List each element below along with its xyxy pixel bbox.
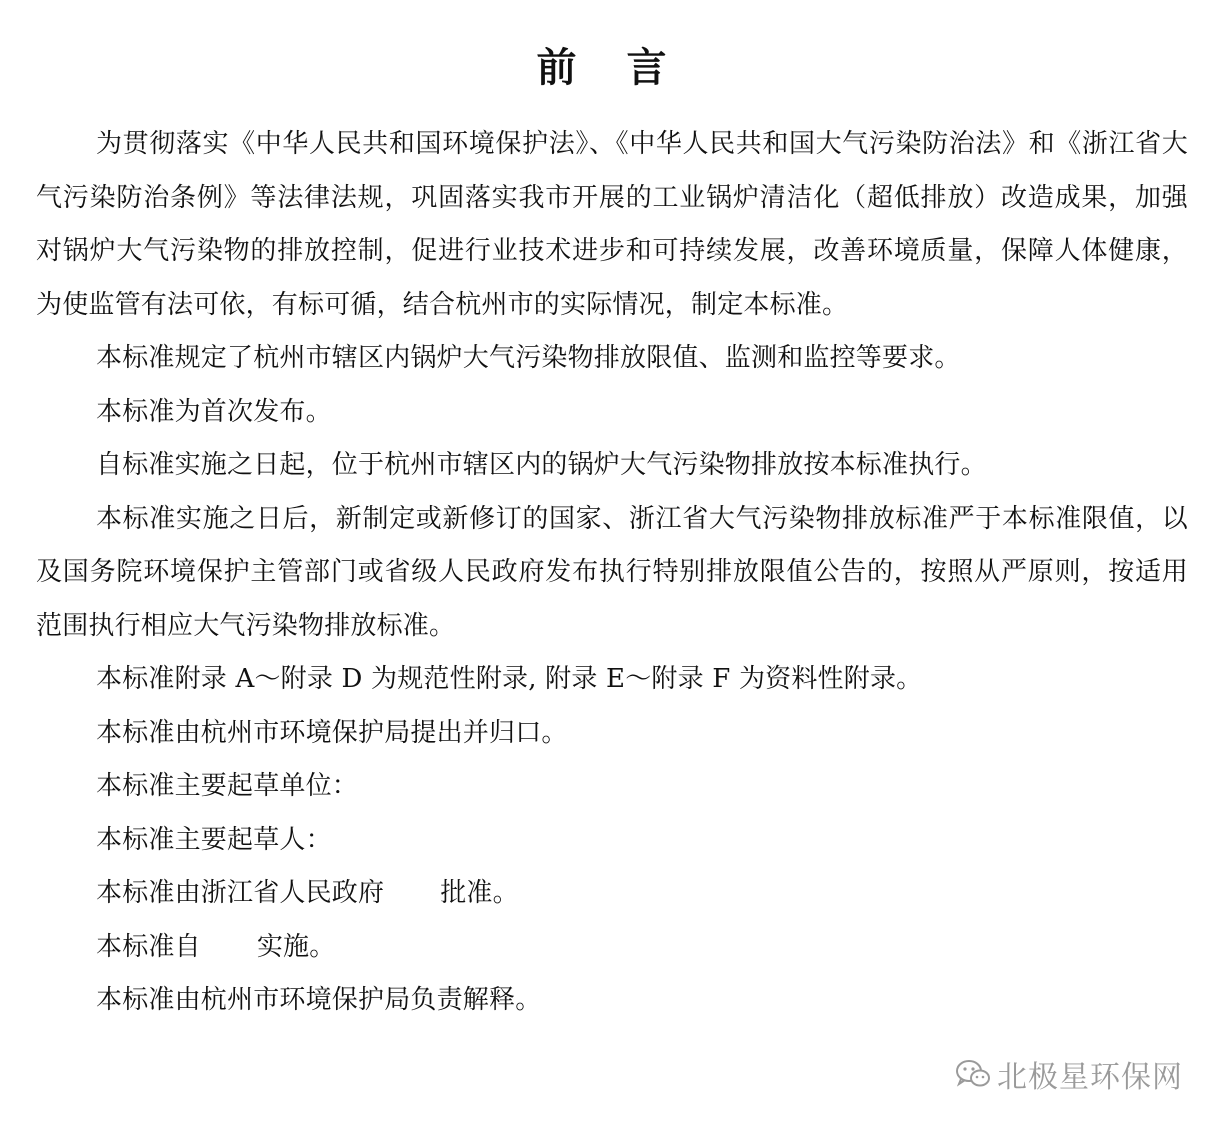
paragraph-interpretation: 本标准由杭州市环境保护局负责解释。 [96, 985, 542, 1015]
paragraph-stricter-standards: 本标准实施之日后，新制定或新修订的国家、浙江省大气污染物排放标准严于本标准限值，以及国务院环境保护主管部门或省级人民政府发布执行特别排放限值公告的，按照从严原则，按适用范围执行相应大气污染物排放标准。 [36, 503, 1188, 641]
document-body [36, 118, 1188, 1028]
document-title: 前 言 [536, 44, 685, 91]
paragraph-first-release: 本标准为首次发布。 [96, 396, 332, 427]
approval-text: 本标准由浙江省人民政府 [96, 878, 385, 908]
paragraph-approval [36, 867, 1188, 921]
paragraph-drafting-units: 本标准主要起草单位： [96, 771, 359, 801]
approval-suffix: 批准。 [440, 878, 519, 908]
paragraph-appendices: 本标准附录 A～附录 D 为规范性附录, 附录 E～附录 F 为资料性附录。 [96, 664, 923, 694]
paragraph-proposer: 本标准由杭州市环境保护局提出并归口。 [96, 717, 568, 748]
implementation-text: 本标准自 [96, 931, 201, 962]
paragraph-purpose: 为贯彻落实《中华人民共和国环境保护法》、《中华人民共和国大气污染防治法》和《浙江省大气污染防治条例》等法律法规，巩固落实我市开展的工业锅炉清洁化（超低排放）改造成果，加强对锅炉大气污染物的排放控制，促进行业技术进步和可持续发展，改善环境质量，保障人体健康，为使监管有法可依，有标可循，结合杭州市的实际情况，制定本标准。 [36, 129, 1188, 320]
paragraph-implementation [36, 921, 1188, 975]
paragraph-drafters: 本标准主要起草人： [96, 824, 332, 855]
watermark [955, 1052, 1183, 1096]
paragraph-effective: 自标准实施之日起，位于杭州市辖区内的锅炉大气污染物排放按本标准执行。 [96, 450, 987, 480]
paragraph-scope: 本标准规定了杭州市辖区内锅炉大气污染物排放限值、监测和监控等要求。 [96, 343, 961, 373]
wechat-icon [955, 1059, 991, 1089]
watermark-text: 北极星环保网 [997, 1060, 1183, 1095]
implementation-suffix: 实施。 [256, 931, 336, 962]
